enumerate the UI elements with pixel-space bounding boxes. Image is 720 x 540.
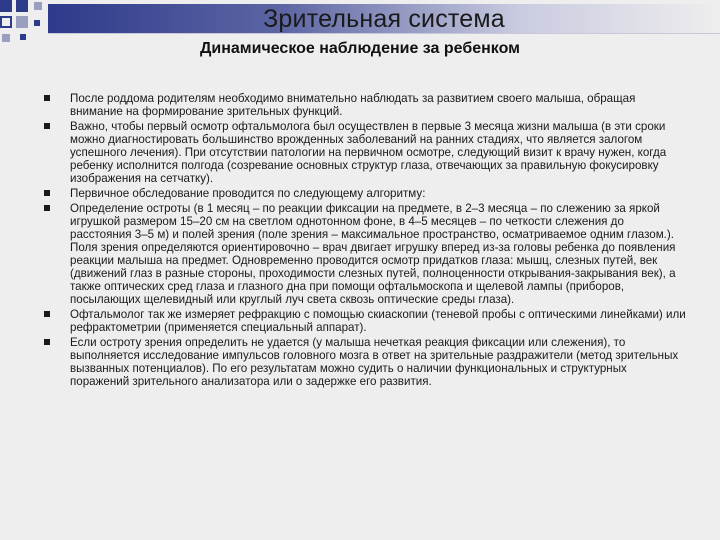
list-item — [40, 202, 688, 306]
list-item — [40, 92, 688, 118]
corner-square-decoration — [34, 20, 40, 26]
corner-square-decoration — [16, 0, 28, 12]
square-bullet-icon — [44, 190, 50, 196]
list-item-text: Офтальмолог так же измеряет рефракцию с помощью скиаскопии (теневой пробы с оптическими линейками) или рефрактометрии (применяется специальный аппарат). — [70, 308, 686, 334]
corner-square-decoration — [34, 2, 42, 10]
list-item — [40, 187, 688, 200]
corner-square-decoration — [0, 16, 12, 28]
list-item-text: Первичное обследование проводится по следующему алгоритму: — [70, 187, 426, 200]
square-bullet-icon — [44, 311, 50, 317]
square-bullet-icon — [44, 95, 50, 101]
list-item — [40, 336, 688, 388]
title-divider — [48, 33, 720, 34]
corner-square-decoration — [0, 0, 12, 12]
list-item-text: Если остроту зрения определить не удается (у малыша нечеткая реакция фиксации или слежения), то выполняется исследование импульсов головного мозга в ответ на зрительные раздражители (метод зрительных вызванных потенциалов). По его результатам можно судить о наличии функциональных и структурных поражений зрительного анализатора или о задержке его развития. — [70, 336, 679, 388]
slide-subtitle: Динамическое наблюдение за ребенком — [199, 40, 520, 57]
square-bullet-icon — [44, 123, 50, 129]
list-item-text: Определение остроты (в 1 месяц – по реакции фиксации на предмете, в 2–3 месяца – по слежению за яркой игрушкой размером 15–20 см на светлом однотонном фоне, в 4–5 месяцев – по четкости слежения до расстояния 3–5 м) и полей зрения (поле зрения – максимальное пространство, осматриваемое одним глазом.). Поля зрения определяются ориентировочно – врач двигает игрушку вперед из-за головы ребенка до появления реакции малыша на предмет. Одновременно проводится осмотр придатков глаза: мышц, слезных путей, век (движений глаз в разные стороны, проходимости слезных путей, полноценности открывания-закрывания век), а также оптических сред глаза и глазного дна при помощи офтальмоскопа и щелевой лампы (приборов, посылающих щелевидный или круглый луч света сквозь оптические среды глаза). — [70, 202, 676, 306]
square-bullet-icon — [44, 339, 50, 345]
list-item — [40, 308, 688, 334]
bullet-list — [40, 92, 688, 388]
list-item-text: После роддома родителям необходимо внимательно наблюдать за развитием своего малыша, обращая внимание на формирование зрительных функций. — [70, 92, 636, 118]
square-bullet-icon — [44, 205, 50, 211]
list-item-text: Важно, чтобы первый осмотр офтальмолога был осуществлен в первые 3 месяца жизни малыша (в эти сроки можно диагностировать большинство врожденных заболеваний на ранних стадиях, что является залогом успешного лечения). При отсутствии патологии на первичном осмотре, следующий визит к врачу нужен, когда ребенку исполнится полгода (созревание основных структур глаза, отвечающих за правильную фокусировку изображения на сетчатку). — [70, 120, 667, 185]
corner-square-decoration — [16, 16, 28, 28]
slide-title: Зрительная система — [263, 5, 505, 33]
list-item — [40, 120, 688, 185]
